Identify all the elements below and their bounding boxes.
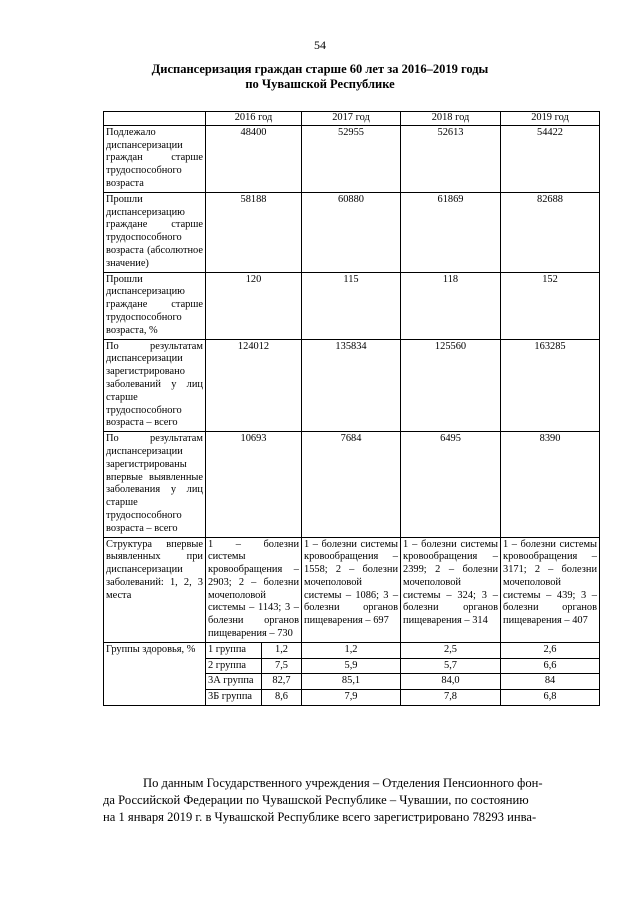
cell-structure: 1 – болезни системы кровообращения – 2903; 2 – болезни мочеполовой системы – 1143; 3 – болезни органов пищеварения – 730 <box>206 537 302 642</box>
row-label: Подлежало диспансеризации граждан старше трудоспособного возраста <box>104 125 206 192</box>
cell-value: 7684 <box>302 432 401 537</box>
table-title-line-2: по Чувашской Республике <box>245 77 395 91</box>
row-label: По результатам диспансеризации зарегистрировано заболеваний у лиц старше трудоспособного возраста – всего <box>104 339 206 432</box>
cell-structure: 1 – болезни системы кровообращения – 1558; 2 – болезни мочеполовой системы – 1086; 3 – болезни органов пищеварения – 697 <box>302 537 401 642</box>
header-cell-2017: 2017 год <box>302 112 401 126</box>
cell-value: 82688 <box>501 192 600 272</box>
header-cell-2018: 2018 год <box>401 112 501 126</box>
cell-structure: 1 – болезни системы кровообращения – 3171; 2 – болезни мочеполовой системы – 439; 3 – болезни органов пищеварения – 407 <box>501 537 600 642</box>
cell-value: 84,0 <box>401 674 501 690</box>
cell-value: 1,2 <box>262 642 302 658</box>
cell-value: 8,6 <box>262 690 302 706</box>
cell-value: 7,8 <box>401 690 501 706</box>
cell-value: 7,5 <box>262 658 302 674</box>
cell-value: 82,7 <box>262 674 302 690</box>
table-row-structure <box>104 537 600 642</box>
header-cell-2016: 2016 год <box>206 112 302 126</box>
paragraph-line: да Российской Федерации по Чувашской Республике – Чувашии, по состоянию <box>103 793 529 807</box>
header-cell-empty <box>104 112 206 126</box>
row-label: Структура впервые выявленных при диспансеризации заболеваний: 1, 2, 3 места <box>104 537 206 642</box>
paragraph-line: По данным Государственного учреждения – Отделения Пенсионного фон- <box>143 776 543 790</box>
cell-value: 118 <box>401 272 501 339</box>
cell-value: 1,2 <box>302 642 401 658</box>
table-row <box>104 272 600 339</box>
cell-value: 52955 <box>302 125 401 192</box>
table-row <box>104 125 600 192</box>
health-group-name: 3Б группа <box>206 690 262 706</box>
cell-value: 84 <box>501 674 600 690</box>
table-row-health-group <box>104 642 600 658</box>
table-row <box>104 432 600 537</box>
table-header-row <box>104 112 600 126</box>
cell-value: 6,8 <box>501 690 600 706</box>
cell-value: 48400 <box>206 125 302 192</box>
health-group-name: 2 группа <box>206 658 262 674</box>
cell-value: 61869 <box>401 192 501 272</box>
cell-value: 120 <box>206 272 302 339</box>
health-group-name: 1 группа <box>206 642 262 658</box>
cell-value: 10693 <box>206 432 302 537</box>
cell-value: 115 <box>302 272 401 339</box>
cell-value: 85,1 <box>302 674 401 690</box>
cell-value: 135834 <box>302 339 401 432</box>
row-label: По результатам диспансеризации зарегистрированы впервые выявленные заболевания у лиц старше трудоспособного возраста – всего <box>104 432 206 537</box>
screening-table <box>103 111 600 706</box>
header-cell-2019: 2019 год <box>501 112 600 126</box>
cell-value: 60880 <box>302 192 401 272</box>
page-number: 54 <box>314 38 326 52</box>
table-title <box>100 62 540 92</box>
health-group-name: 3А группа <box>206 674 262 690</box>
cell-value: 52613 <box>401 125 501 192</box>
cell-value: 2,6 <box>501 642 600 658</box>
cell-value: 6495 <box>401 432 501 537</box>
cell-value: 7,9 <box>302 690 401 706</box>
cell-value: 8390 <box>501 432 600 537</box>
row-label: Прошли диспансеризацию граждане старше трудоспособного возраста, % <box>104 272 206 339</box>
cell-structure: 1 – болезни системы кровообращения – 2399; 2 – болезни мочеполовой системы – 324; 3 – болезни органов пищеварения – 314 <box>401 537 501 642</box>
body-paragraph <box>103 775 599 826</box>
cell-value: 5,7 <box>401 658 501 674</box>
paragraph-line: на 1 января 2019 г. в Чувашской Республике всего зарегистрировано 78293 инва- <box>103 810 537 824</box>
cell-value: 5,9 <box>302 658 401 674</box>
cell-value: 125560 <box>401 339 501 432</box>
table-row <box>104 339 600 432</box>
cell-value: 58188 <box>206 192 302 272</box>
table-title-line-1: Диспансеризация граждан старше 60 лет за 2016–2019 годы <box>151 62 489 76</box>
row-label: Прошли диспансеризацию граждане старше трудоспособного возраста (абсолютное значение) <box>104 192 206 272</box>
table-row <box>104 192 600 272</box>
cell-value: 163285 <box>501 339 600 432</box>
cell-value: 124012 <box>206 339 302 432</box>
cell-value: 2,5 <box>401 642 501 658</box>
cell-value: 152 <box>501 272 600 339</box>
cell-value: 6,6 <box>501 658 600 674</box>
cell-value: 54422 <box>501 125 600 192</box>
row-label: Группы здоровья, % <box>104 642 206 705</box>
